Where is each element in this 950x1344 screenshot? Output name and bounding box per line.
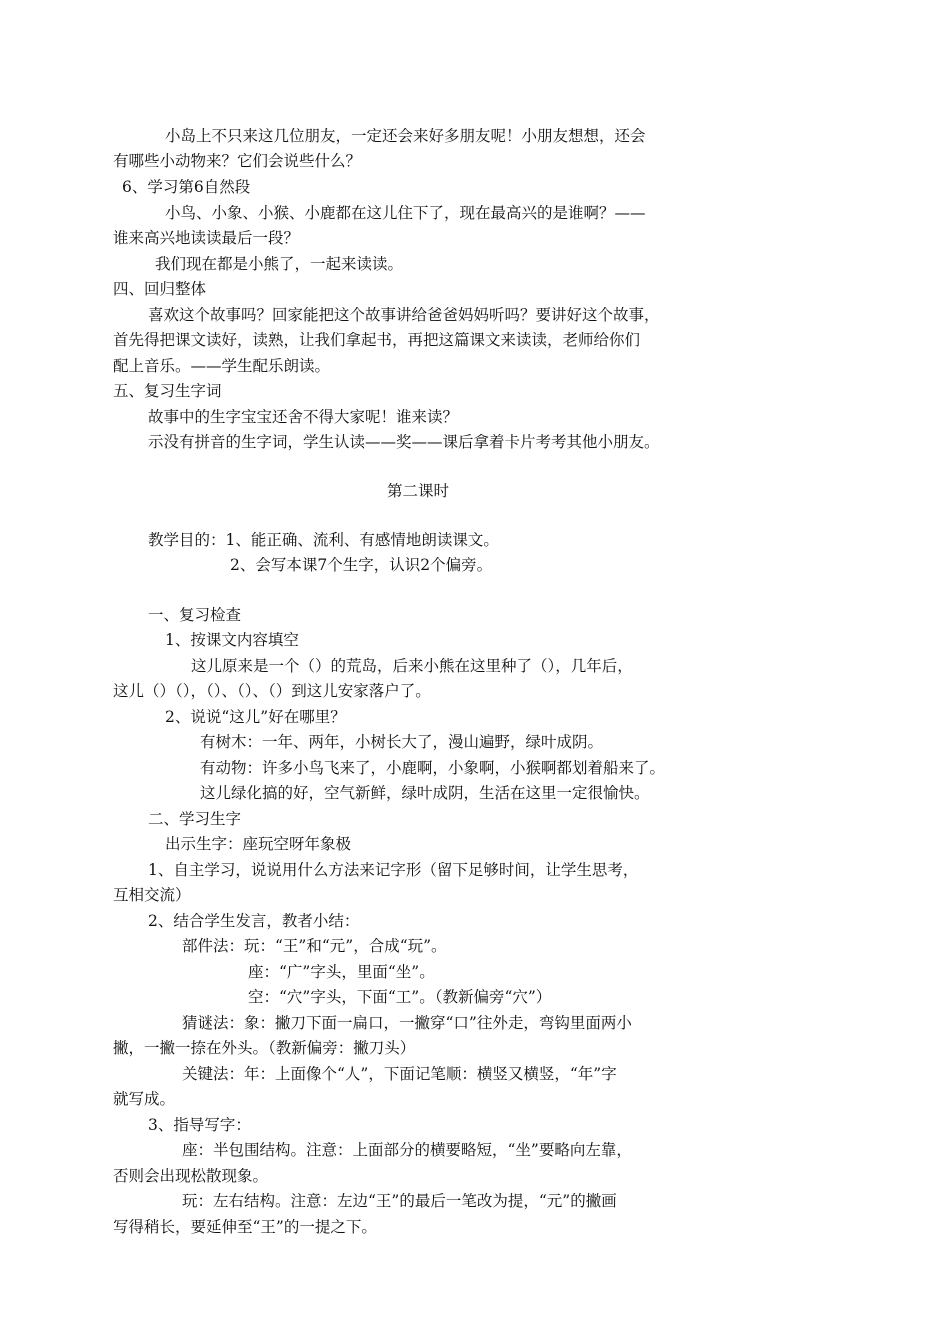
text-line: 有哪些小动物来？它们会说些什么？ — [113, 152, 362, 170]
text-line: 2、结合学生发言，教者小结： — [148, 912, 360, 930]
text-line: 空：“穴”字头，下面“工”。（教新偏旁“穴”） — [248, 988, 552, 1006]
text-line: 2、会写本课7个生字，认识2个偏旁。 — [230, 556, 493, 574]
text-line: 有动物：许多小鸟飞来了，小鹿啊，小象啊，小猴啊都划着船来了。 — [200, 759, 666, 777]
section-heading: 一、复习检查 — [148, 606, 242, 624]
text-line: 否则会出现松散现象。 — [113, 1167, 269, 1185]
text-line: 教学目的：1、能正确、流利、有感情地朗读课文。 — [148, 531, 499, 549]
text-line: 写得稍长，要延伸至“王”的一提之下。 — [113, 1218, 377, 1236]
section-heading: 6、学习第6自然段 — [122, 178, 251, 196]
text-line: 1、按课文内容填空 — [165, 631, 299, 649]
text-line: 玩：左右结构。注意：左边“王”的最后一笔改为提，“元”的撇画 — [182, 1192, 617, 1210]
text-line: 座：半包围结构。注意：上面部分的横要略短，“坐”要略向左靠， — [182, 1141, 632, 1159]
text-line: 这儿原来是一个（）的荒岛，后来小熊在这里种了（），几年后， — [191, 657, 633, 675]
text-line: 小岛上不只来这几位朋友，一定还会来好多朋友呢！小朋友想想，还会 — [165, 127, 646, 145]
text-line: 2、说说“这儿”好在哪里？ — [165, 708, 346, 726]
section-heading: 五、复习生字词 — [113, 382, 222, 400]
text-line: 猜谜法：象：撇刀下面一扁口，一撇穿“口”往外走，弯钩里面两小 — [182, 1014, 632, 1032]
text-line: 这儿（）（），（）、（）、（）到这儿安家落户了。 — [113, 682, 431, 700]
text-line: 1、自主学习，说说用什么方法来记字形（留下足够时间，让学生思考， — [148, 861, 639, 879]
text-line: 这儿绿化搞的好，空气新鲜，绿叶成阴，生活在这里一定很愉快。 — [200, 784, 650, 802]
text-line: 互相交流） — [113, 886, 191, 904]
text-line: 首先得把课文读好，读熟，让我们拿起书，再把这篇课文来读读，老师给你们 — [113, 331, 641, 349]
lesson-title: 第二课时 — [387, 482, 450, 500]
text-line: 部件法：玩：“王”和“元”，合成“玩”。 — [182, 937, 447, 955]
section-heading: 四、回归整体 — [113, 280, 207, 298]
text-line: 喜欢这个故事吗？回家能把这个故事讲给爸爸妈妈听吗？要讲好这个故事， — [148, 306, 660, 324]
text-line: 谁来高兴地读读最后一段？ — [113, 229, 300, 247]
text-line: 3、指导写字： — [148, 1116, 251, 1134]
section-heading: 二、学习生字 — [148, 810, 242, 828]
text-line: 故事中的生字宝宝还舍不得大家呢！谁来读？ — [148, 408, 459, 426]
text-line: 关键法：年：上面像个“人”，下面记笔顺：横竖又横竖，“年”字 — [182, 1065, 617, 1083]
text-line: 有树木：一年、两年，小树长大了，漫山遍野，绿叶成阴。 — [200, 733, 604, 751]
text-line: 我们现在都是小熊了，一起来读读。 — [155, 255, 404, 273]
text-line: 座：“广”字头，里面“坐”。 — [248, 963, 435, 981]
text-line: 示没有拼音的生字词，学生认读——奖——课后拿着卡片考考其他小朋友。 — [148, 433, 660, 451]
text-line: 就写成。 — [113, 1090, 176, 1108]
text-line: 出示生字：座玩空呀年象极 — [165, 835, 352, 853]
text-line: 小鸟、小象、小猴、小鹿都在这儿住下了，现在最高兴的是谁啊？—— — [165, 204, 646, 222]
text-line: 撇，一撇一捺在外头。（教新偏旁：撇刀头） — [113, 1039, 416, 1057]
text-line: 配上音乐。——学生配乐朗读。 — [113, 357, 331, 375]
